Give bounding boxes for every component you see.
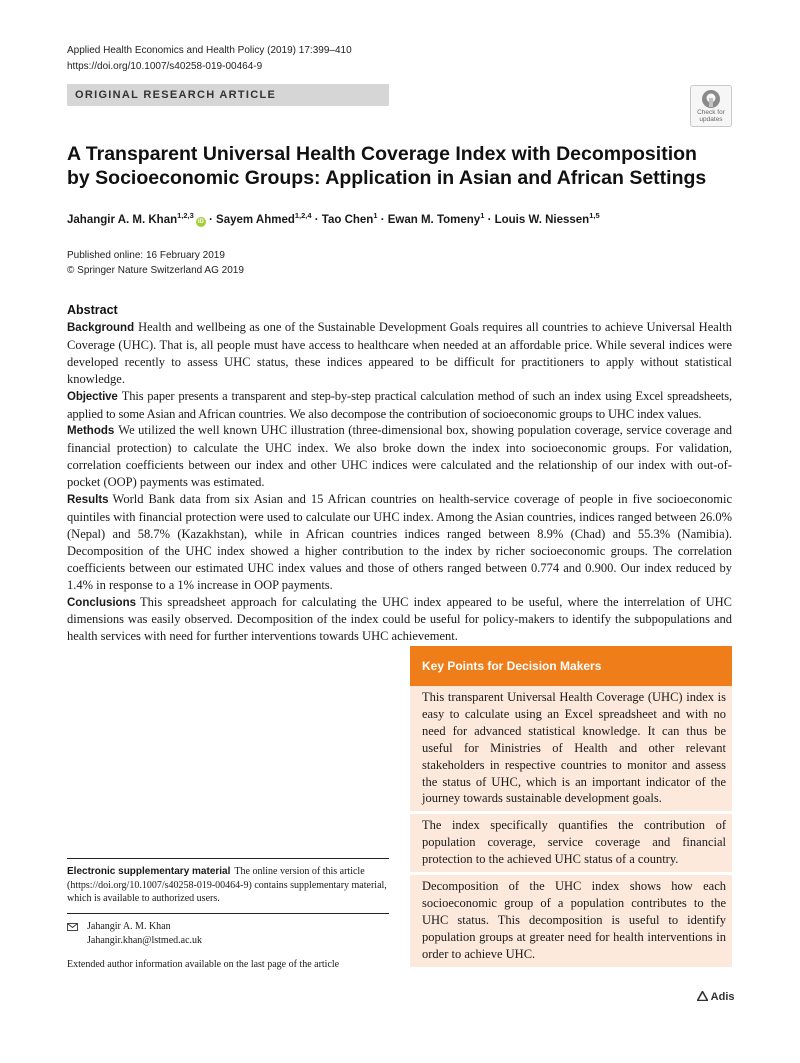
check-for-updates-badge[interactable] bbox=[690, 85, 732, 127]
adis-triangle-icon bbox=[697, 991, 708, 1001]
key-points-box bbox=[410, 646, 732, 967]
author-separator: · bbox=[484, 213, 495, 226]
author-affiliation: 1 bbox=[480, 211, 485, 220]
key-points-heading: Key Points for Decision Makers bbox=[410, 646, 732, 686]
orcid-icon[interactable]: iD bbox=[197, 218, 204, 225]
supplementary-text-before: The online version of this article ( bbox=[67, 866, 365, 891]
corresponding-author bbox=[67, 913, 389, 972]
author-separator: · bbox=[205, 213, 217, 226]
author-separator: · bbox=[311, 213, 322, 226]
supplementary-link[interactable]: https://doi.org/10.1007/s40258-019-00464-9 bbox=[70, 879, 249, 891]
supplementary-label: Electronic supplementary material bbox=[67, 866, 231, 877]
article-type-banner: ORIGINAL RESEARCH ARTICLE bbox=[67, 84, 389, 106]
abstract-section-text: Health and wellbeing as one of the Sustainable Development Goals requires all countries to achieve Universal Health Coverage (UHC). That is, all people must have access to healthcare when needed at an affordable price. While several indices were developed recently to assess UHC status, these indices appeared to be difficult for practitioners to apply without statistical knowledge. bbox=[67, 320, 732, 386]
article-title: A Transparent Universal Health Coverage Index with Decomposition by Socioeconomic Groups: Application in Asian and African Settings bbox=[67, 143, 707, 189]
key-point-item: The index specifically quantifies the contribution of population coverage, service coverage and financial protection to the achieved UHC status of a country. bbox=[410, 814, 732, 872]
supplementary-note bbox=[67, 858, 389, 906]
key-point-item: This transparent Universal Health Coverage (UHC) index is easy to calculate using an Excel spreadsheet and with no need for advanced statistical knowledge. It can thus be useful for Ministries of Health and other relevant stakeholders in respective countries to monitor and assess the status of UHC, which is an important indicator of the journey towards sustainable development goals. bbox=[410, 686, 732, 811]
abstract-section-conclusions bbox=[67, 594, 732, 646]
abstract-section-label: Methods bbox=[67, 425, 115, 438]
abstract-section-label: Background bbox=[67, 322, 135, 334]
publication-info bbox=[67, 248, 244, 278]
abstract-section-background bbox=[67, 319, 732, 388]
contact-email[interactable]: Jahangir.khan@lstmed.ac.uk bbox=[87, 935, 203, 946]
abstract-section-label: Conclusions bbox=[67, 596, 137, 609]
abstract-section-results bbox=[67, 491, 732, 593]
abstract-section-text: This spreadsheet approach for calculating the UHC index appeared to be useful, where the interrelation of UHC dimensions was easily observed. Decomposition of the index could be useful for policy-makers to identify the subpopulations and health services with need for further interventions towards UHC achievement. bbox=[67, 594, 732, 644]
journal-header bbox=[67, 43, 352, 75]
author-list bbox=[67, 208, 600, 228]
abstract-section-objective bbox=[67, 388, 732, 423]
journal-citation: Applied Health Economics and Health Policy (2019) 17:399–410 bbox=[67, 45, 352, 56]
author-name[interactable]: Louis W. Niessen bbox=[494, 213, 590, 226]
abstract-section-text: This paper presents a transparent and step-by-step practical calculation method of such an index using Excel spreadsheets, applied to some Asian and African countries. We also decompose the contribution of socioeconomic groups to UHC index values. bbox=[67, 388, 732, 421]
key-point-item: Decomposition of the UHC index shows how each socioeconomic group of a population contributes to the UHC status. This decomposition is useful to identify population groups at greater need for health interventions in order to achieve UHC. bbox=[410, 875, 732, 967]
author-affiliation: 1,2,3 bbox=[177, 211, 194, 220]
abstract-section-text: World Bank data from six Asian and 15 African countries on health-service coverage of people in five socioeconomic quintiles with financial protection were used to calculate our UHC index. Among the Asian countries, indices ranged between 26.0% (Nepal) and 58.7% (Kazakhstan), while in African countries indices ranged between 8.9% (Chad) and 55.3% (Namibia). Decomposition of the UHC index showed a higher contribution to the index by richer socioeconomic groups. The correlation coefficients between our estimated UHC index values and those of others ranged between 0.774 and 0.900. Our index reduced by 1.4% in response to a 1% increase in OOP payments. bbox=[67, 492, 732, 592]
contact-name: Jahangir A. M. Khan bbox=[87, 921, 171, 932]
check-updates-line2: updates bbox=[699, 116, 723, 123]
check-updates-line1: Check for bbox=[697, 109, 725, 116]
abstract-section-methods bbox=[67, 422, 732, 491]
publisher-name: Adis bbox=[710, 991, 735, 1003]
author-affiliation: 1,5 bbox=[589, 211, 600, 220]
envelope-icon bbox=[67, 920, 87, 948]
abstract-section-label: Results bbox=[67, 494, 109, 507]
publisher-logo bbox=[697, 991, 735, 1003]
author-name[interactable]: Jahangir A. M. Khan bbox=[67, 213, 178, 226]
author-name[interactable]: Tao Chen bbox=[321, 213, 374, 226]
author-separator: · bbox=[377, 213, 388, 226]
published-date: Published online: 16 February 2019 bbox=[67, 250, 225, 261]
author-name[interactable]: Sayem Ahmed bbox=[216, 213, 295, 226]
author-name[interactable]: Ewan M. Tomeny bbox=[387, 213, 481, 226]
copyright-notice: © Springer Nature Switzerland AG 2019 bbox=[67, 265, 244, 276]
supplementary-text-after: ) contains supplementary material, which is available to authorized users. bbox=[67, 879, 387, 904]
author-affiliation: 1,2,4 bbox=[294, 211, 312, 220]
abstract-section-text: We utilized the well known UHC illustration (three-dimensional box, showing population coverage, service coverage and financial protection) to calculate the UHC index. We also broke down the index into socioeconomic groups. For validation, correlation coefficients between our index and other UHC indices were calculated and the relationship of our index with out-of-pocket (OOP) payments was estimated. bbox=[67, 423, 732, 490]
abstract-section-label: Objective bbox=[67, 390, 118, 403]
key-points-list bbox=[410, 686, 732, 967]
crossmark-icon bbox=[701, 89, 721, 109]
journal-doi-link[interactable]: https://doi.org/10.1007/s40258-019-00464-9 bbox=[67, 61, 263, 72]
author-affiliation: 1 bbox=[373, 211, 378, 220]
extended-author-info: Extended author information available on the last page of the article bbox=[67, 959, 340, 970]
abstract-heading: Abstract bbox=[67, 303, 118, 317]
abstract bbox=[67, 301, 732, 645]
abstract-body bbox=[67, 319, 732, 645]
